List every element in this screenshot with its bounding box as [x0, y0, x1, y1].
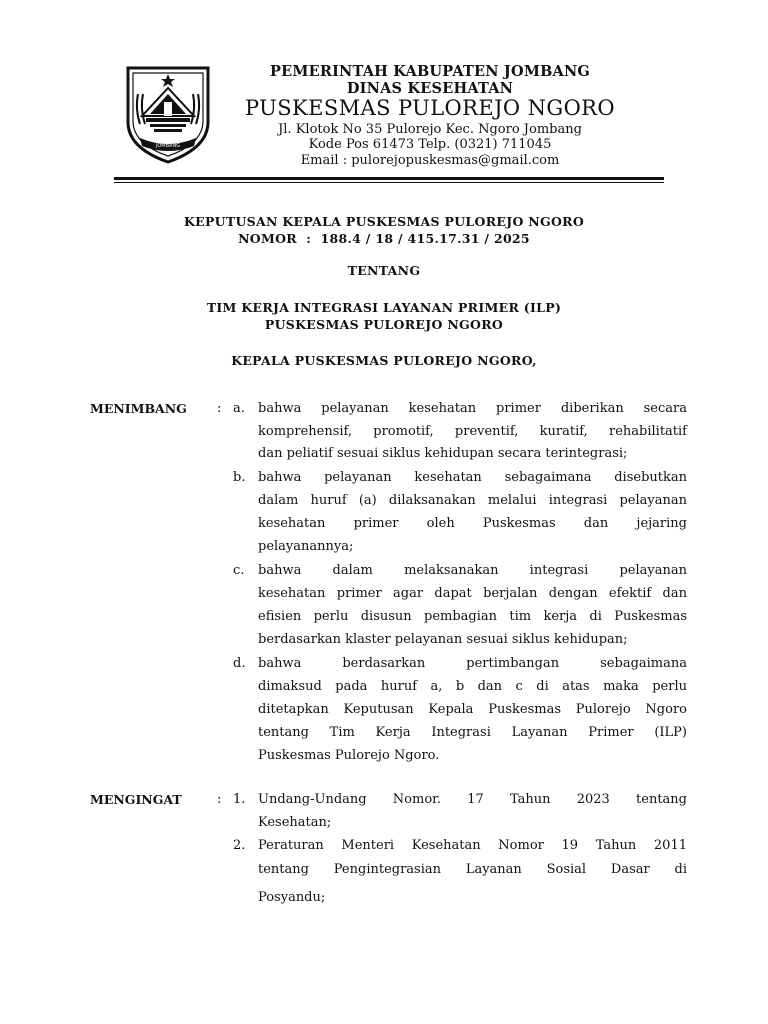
list-marker: 1. [233, 792, 246, 807]
paragraph-line: Posyandu; [258, 890, 326, 905]
paragraph-line: efisien perlu disusun pembagian tim kerja di Puskesmas [258, 609, 687, 624]
paragraph-line: kesehatan primer oleh Puskesmas dan jejaring [258, 516, 687, 531]
letterhead-agency: DINAS KESEHATAN [346, 80, 514, 97]
paragraph-line: berdasarkan klaster pelayanan sesuai siklus kehidupan; [258, 632, 628, 647]
list-marker: c. [233, 563, 245, 578]
decree-subject-line1: TIM KERJA INTEGRASI LAYANAN PRIMER (ILP) [206, 300, 562, 315]
paragraph-line: komprehensif, promotif, preventif, kuratif, rehabilitatif [258, 424, 687, 439]
letterhead-divider-thin [114, 182, 664, 183]
paragraph-line: ditetapkan Keputusan Kepala Puskesmas Pulorejo Ngoro [258, 702, 687, 717]
paragraph-line: bahwa pelayanan kesehatan sebagaimana disebutkan [258, 470, 687, 485]
decree-number: NOMOR : 188.4 / 18 / 415.17.31 / 2025 [238, 231, 530, 246]
decree-about: TENTANG [347, 263, 421, 278]
paragraph-line: dalam huruf (a) dilaksanakan melalui integrasi pelayanan [258, 493, 687, 508]
paragraph-line: Peraturan Menteri Kesehatan Nomor 19 Tahun 2011 [258, 838, 687, 853]
mengingat-colon: : [217, 792, 222, 807]
list-marker: b. [233, 470, 246, 485]
list-marker: a. [233, 401, 245, 416]
paragraph-line: bahwa pelayanan kesehatan primer diberikan secara [258, 401, 687, 416]
menimbang-label: MENIMBANG [90, 401, 187, 416]
letterhead-email: Email : pulorejopuskesmas@gmail.com [300, 153, 560, 168]
paragraph-line: pelayanannya; [258, 539, 354, 554]
menimbang-colon: : [217, 401, 222, 416]
paragraph-line: dan peliatif sesuai siklus kehidupan secara terintegrasi; [258, 446, 628, 461]
mengingat-label: MENGINGAT [90, 792, 182, 807]
paragraph-line: kesehatan primer agar dapat berjalan dengan efektif dan [258, 586, 687, 601]
decree-title: KEPUTUSAN KEPALA PUSKESMAS PULOREJO NGORO [183, 214, 585, 229]
list-marker: d. [233, 656, 246, 671]
decree-head: KEPALA PUSKESMAS PULOREJO NGORO, [231, 353, 537, 368]
decree-subject-line2: PUSKESMAS PULOREJO NGORO [264, 317, 504, 332]
letterhead-government: PEMERINTAH KABUPATEN JOMBANG [269, 63, 591, 80]
list-marker: 2. [233, 838, 246, 853]
paragraph-line: Undang-Undang Nomor. 17 Tahun 2023 tentang [258, 792, 687, 807]
letterhead-contact: Kode Pos 61473 Telp. (0321) 711045 [308, 137, 552, 152]
svg-text:JOMBANG: JOMBANG [155, 143, 181, 149]
paragraph-line: tentang Pengintegrasian Layanan Sosial Dasar di [258, 862, 687, 877]
letterhead-divider [114, 177, 664, 180]
paragraph-line: bahwa berdasarkan pertimbangan sebagaimana [258, 656, 687, 671]
regency-emblem-logo [122, 64, 214, 164]
paragraph-line: Puskesmas Pulorejo Ngoro. [258, 748, 440, 763]
paragraph-line: dimaksud pada huruf a, b dan c di atas maka perlu [258, 679, 687, 694]
letterhead-institution: PUSKESMAS PULOREJO NGORO [244, 96, 616, 120]
paragraph-line: bahwa dalam melaksanakan integrasi pelayanan [258, 563, 687, 578]
paragraph-line: Kesehatan; [258, 815, 332, 830]
paragraph-line: tentang Tim Kerja Integrasi Layanan Primer (ILP) [258, 725, 687, 740]
letterhead-address: Jl. Klotok No 35 Pulorejo Kec. Ngoro Jombang [278, 122, 582, 137]
